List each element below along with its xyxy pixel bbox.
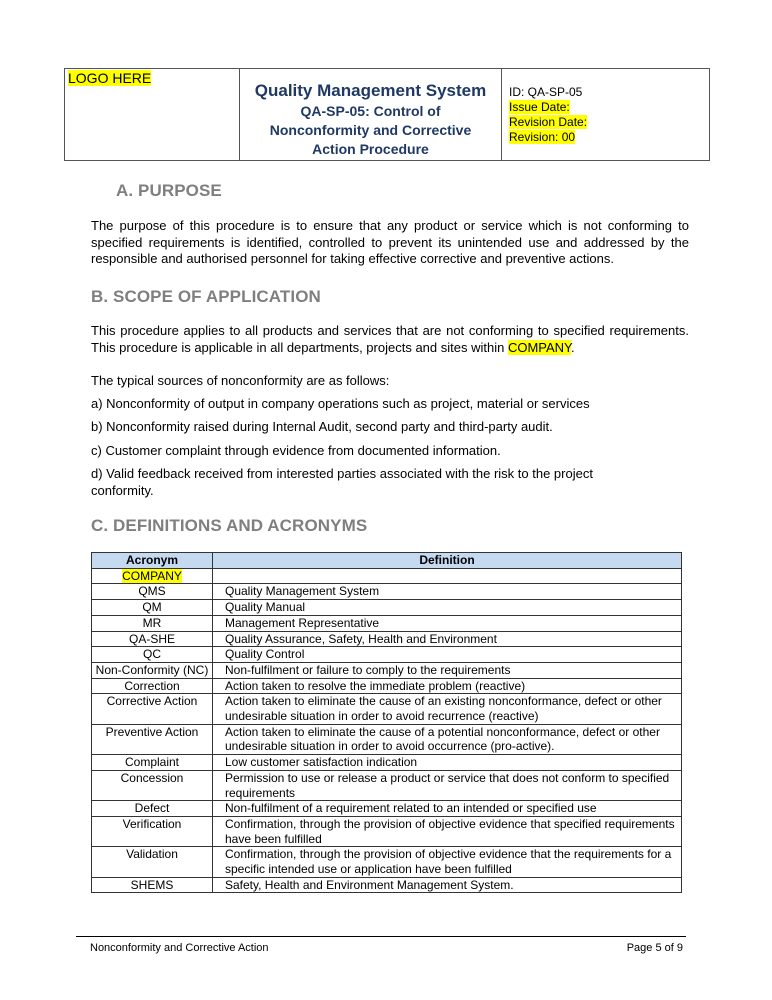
table-header-row xyxy=(92,553,682,569)
acronym-text: QA-SHE xyxy=(128,631,175,646)
purpose-body: The purpose of this procedure is to ensure that any product or service which is not conforming to specified requirements is identified, controlled to prevent its unintended use and addressed by the responsible and authorised personnel for taking effective corrective and preventive actions. xyxy=(91,218,689,266)
acronym-cell xyxy=(92,847,213,877)
footer-document-name: Nonconformity and Corrective Action xyxy=(90,942,269,954)
table-row xyxy=(92,568,682,584)
acronym-cell xyxy=(92,770,213,800)
acronym-text: Corrective Action xyxy=(106,694,198,709)
logo-cell xyxy=(65,69,240,160)
acronym-text: QM xyxy=(142,600,162,615)
definition-cell: Confirmation, through the provision of objective evidence that specified requirements have been fulfilled xyxy=(213,816,682,846)
definition-cell: Confirmation, through the provision of objective evidence that the requirements for a specific intended use or application have been fulfilled xyxy=(213,847,682,877)
acronym-text: Preventive Action xyxy=(105,724,199,739)
definition-cell: Management Representative xyxy=(213,615,682,631)
document-id: ID: QA-SP-05 xyxy=(509,85,583,99)
table-row xyxy=(92,801,682,817)
acronym-cell xyxy=(92,615,213,631)
document-title: Quality Management System xyxy=(254,81,487,100)
acronym-text: Verification xyxy=(122,816,182,831)
purpose-heading: A. PURPOSE xyxy=(116,181,222,200)
acronym-text: Validation xyxy=(126,847,178,862)
acronym-cell xyxy=(92,631,213,647)
document-subtitle: QA-SP-05: Control of Nonconformity and Corrective Action Procedure xyxy=(269,103,472,157)
acronym-text: Non-Conformity (NC) xyxy=(95,662,209,677)
acronym-cell xyxy=(92,724,213,754)
table-row xyxy=(92,877,682,893)
table-row xyxy=(92,678,682,694)
acronym-cell xyxy=(92,755,213,771)
source-item-a: a) Nonconformity of output in company operations such as project, material or services xyxy=(91,396,590,411)
definition-cell: Safety, Health and Environment Management System. xyxy=(213,877,682,893)
table-row xyxy=(92,631,682,647)
table-row xyxy=(92,847,682,877)
table-row xyxy=(92,694,682,724)
definition-cell xyxy=(213,568,682,584)
definition-cell: Quality Control xyxy=(213,647,682,663)
scope-body-end: . xyxy=(571,339,575,355)
table-row xyxy=(92,755,682,771)
acronym-cell xyxy=(92,816,213,846)
column-header-definition: Definition xyxy=(213,553,682,569)
table-row xyxy=(92,662,682,678)
sources-intro: The typical sources of nonconformity are as follows: xyxy=(91,373,390,388)
table-row xyxy=(92,770,682,800)
definitions-heading: C. DEFINITIONS AND ACRONYMS xyxy=(91,516,368,535)
issue-date: Issue Date: xyxy=(509,100,570,114)
definition-cell: Quality Assurance, Safety, Health and Environment xyxy=(213,631,682,647)
acronym-text: SHEMS xyxy=(130,877,174,892)
acronym-cell xyxy=(92,600,213,616)
definition-cell: Action taken to resolve the immediate problem (reactive) xyxy=(213,678,682,694)
acronym-cell xyxy=(92,678,213,694)
source-item-d: d) Valid feedback received from interested parties associated with the risk to the project conformity. xyxy=(91,466,593,498)
revision-number: Revision: 00 xyxy=(509,130,576,144)
acronym-cell xyxy=(92,694,213,724)
acronym-text: QMS xyxy=(138,584,166,599)
meta-cell xyxy=(502,69,709,160)
table-row xyxy=(92,647,682,663)
acronym-text: Correction xyxy=(124,678,180,693)
table-row xyxy=(92,600,682,616)
definition-cell: Low customer satisfaction indication xyxy=(213,755,682,771)
scope-heading: B. SCOPE OF APPLICATION xyxy=(91,287,321,306)
definition-cell: Quality Management System xyxy=(213,584,682,600)
source-item-b: b) Nonconformity raised during Internal Audit, second party and third-party audit. xyxy=(91,419,553,434)
footer-page-number: Page 5 of 9 xyxy=(626,942,683,954)
definition-cell: Quality Manual xyxy=(213,600,682,616)
definition-cell: Non-fulfilment of a requirement related to an intended or specified use xyxy=(213,801,682,817)
acronym-text: QC xyxy=(143,647,161,662)
company-placeholder: COMPANY xyxy=(507,339,572,355)
acronym-cell xyxy=(92,801,213,817)
revision-date: Revision Date: xyxy=(509,115,588,129)
definition-cell: Non-fulfilment or failure to comply to the requirements xyxy=(213,662,682,678)
logo-placeholder: LOGO HERE xyxy=(68,70,152,86)
acronym-text: Concession xyxy=(120,770,184,785)
column-header-acronym: Acronym xyxy=(92,553,213,569)
footer-divider xyxy=(76,936,686,937)
acronym-text: MR xyxy=(142,615,162,630)
definition-cell: Action taken to eliminate the cause of an existing nonconformance, defect or other undesirable situation in order to avoid recurrence (reactive) xyxy=(213,694,682,724)
acronym-text: COMPANY xyxy=(122,568,182,583)
acronym-text: Defect xyxy=(134,801,170,816)
scope-body-text: This procedure applies to all products and services that are not conforming to specified requirements. This procedure is applicable in all departments, projects and sites within xyxy=(91,323,689,355)
document-header xyxy=(64,68,710,161)
table-row xyxy=(92,615,682,631)
table-row xyxy=(92,816,682,846)
table-row xyxy=(92,584,682,600)
acronym-cell xyxy=(92,584,213,600)
acronym-cell xyxy=(92,662,213,678)
definitions-table xyxy=(91,552,682,893)
acronym-cell xyxy=(92,568,213,584)
source-item-c: c) Customer complaint through evidence from documented information. xyxy=(91,443,501,458)
title-cell xyxy=(240,69,502,160)
acronym-cell xyxy=(92,877,213,893)
definition-cell: Permission to use or release a product or service that does not conform to specified requirements xyxy=(213,770,682,800)
definition-cell: Action taken to eliminate the cause of a potential nonconformance, defect or other undesirable situation in order to avoid occurrence (pro-active). xyxy=(213,724,682,754)
table-row xyxy=(92,724,682,754)
acronym-text: Complaint xyxy=(124,755,180,770)
scope-body xyxy=(91,323,689,356)
acronym-cell xyxy=(92,647,213,663)
